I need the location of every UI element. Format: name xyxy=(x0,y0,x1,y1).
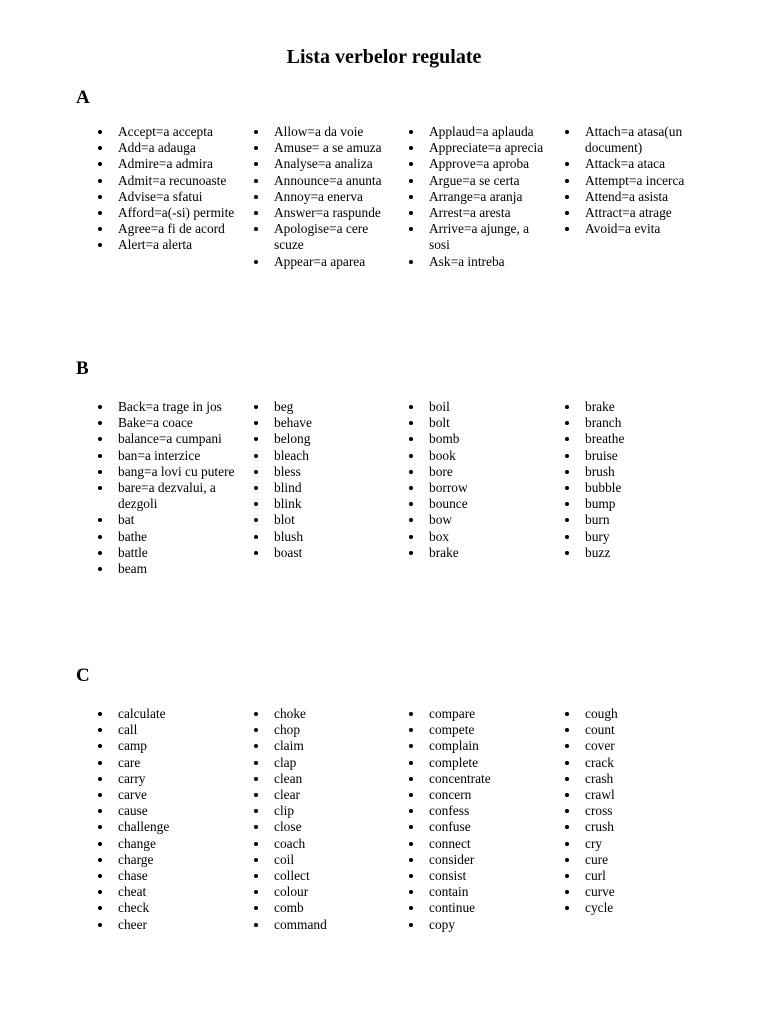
verb-list-b-col-3 xyxy=(408,399,547,561)
list-item: call xyxy=(118,722,236,738)
list-item: Avoid=a evita xyxy=(585,221,709,237)
list-item: Apologise=a cere scuze xyxy=(274,221,392,253)
list-item: blot xyxy=(274,512,392,528)
list-item: command xyxy=(274,917,392,933)
list-item: connect xyxy=(429,836,547,852)
list-item: carry xyxy=(118,771,236,787)
list-item: charge xyxy=(118,852,236,868)
verb-list-a-col-2 xyxy=(253,124,392,270)
list-item: branch xyxy=(585,415,709,431)
list-item: bore xyxy=(429,464,547,480)
list-item: cheer xyxy=(118,917,236,933)
list-item: breathe xyxy=(585,431,709,447)
list-item: coach xyxy=(274,836,392,852)
list-item: balance=a cumpani xyxy=(118,431,236,447)
list-item: coil xyxy=(274,852,392,868)
list-item: bare=a dezvalui, a dezgoli xyxy=(118,480,236,512)
list-item: camp xyxy=(118,738,236,754)
list-item: Allow=a da voie xyxy=(274,124,392,140)
verb-list-b-col-2 xyxy=(253,399,392,561)
list-item: choke xyxy=(274,706,392,722)
list-item: bleach xyxy=(274,448,392,464)
list-item: bruise xyxy=(585,448,709,464)
list-item: bat xyxy=(118,512,236,528)
list-item: Advise=a sfatui xyxy=(118,189,236,205)
section-letter-c: C xyxy=(76,665,90,686)
section-letter-a: A xyxy=(76,87,90,108)
list-item: cry xyxy=(585,836,709,852)
list-item: blink xyxy=(274,496,392,512)
list-item: challenge xyxy=(118,819,236,835)
list-item: complain xyxy=(429,738,547,754)
list-item: Approve=a aproba xyxy=(429,156,547,172)
list-item: close xyxy=(274,819,392,835)
list-item: Answer=a raspunde xyxy=(274,205,392,221)
list-item: battle xyxy=(118,545,236,561)
list-item: cover xyxy=(585,738,709,754)
list-item: bathe xyxy=(118,529,236,545)
list-item: confess xyxy=(429,803,547,819)
list-item: continue xyxy=(429,900,547,916)
list-item: concern xyxy=(429,787,547,803)
list-item: bury xyxy=(585,529,709,545)
list-item: consist xyxy=(429,868,547,884)
list-item: Alert=a alerta xyxy=(118,237,236,253)
list-item: colour xyxy=(274,884,392,900)
list-item: clap xyxy=(274,755,392,771)
list-item: change xyxy=(118,836,236,852)
list-item: Applaud=a aplauda xyxy=(429,124,547,140)
list-item: complete xyxy=(429,755,547,771)
list-item: buzz xyxy=(585,545,709,561)
list-item: Attend=a asista xyxy=(585,189,709,205)
list-item: Attack=a ataca xyxy=(585,156,709,172)
list-item: curl xyxy=(585,868,709,884)
list-item: calculate xyxy=(118,706,236,722)
list-item: contain xyxy=(429,884,547,900)
list-item: borrow xyxy=(429,480,547,496)
list-item: confuse xyxy=(429,819,547,835)
list-item: behave xyxy=(274,415,392,431)
list-item: Arrange=a aranja xyxy=(429,189,547,205)
list-item: ban=a interzice xyxy=(118,448,236,464)
list-item: bolt xyxy=(429,415,547,431)
list-item: Arrive=a ajunge, a sosi xyxy=(429,221,547,253)
list-item: comb xyxy=(274,900,392,916)
list-item: cause xyxy=(118,803,236,819)
verb-list-b-col-4 xyxy=(564,399,709,561)
list-item: beam xyxy=(118,561,236,577)
list-item: crack xyxy=(585,755,709,771)
list-item: chop xyxy=(274,722,392,738)
list-item: crash xyxy=(585,771,709,787)
verb-list-a-col-1 xyxy=(97,124,236,254)
list-item: Bake=a coace xyxy=(118,415,236,431)
list-item: blind xyxy=(274,480,392,496)
list-item: crush xyxy=(585,819,709,835)
list-item: Add=a adauga xyxy=(118,140,236,156)
list-item: Annoy=a enerva xyxy=(274,189,392,205)
list-item: Afford=a(-si) permite xyxy=(118,205,235,221)
list-item: brake xyxy=(585,399,709,415)
verb-list-c-col-4 xyxy=(564,706,709,917)
list-item: concentrate xyxy=(429,771,547,787)
list-item: bomb xyxy=(429,431,547,447)
list-item: box xyxy=(429,529,547,545)
page-title: Lista verbelor regulate xyxy=(286,46,482,68)
verb-list-a-col-3 xyxy=(408,124,547,270)
list-item: care xyxy=(118,755,236,771)
list-item: burn xyxy=(585,512,709,528)
list-item: collect xyxy=(274,868,392,884)
list-item: compare xyxy=(429,706,547,722)
list-item: Ask=a intreba xyxy=(429,254,547,270)
verb-list-a-col-4 xyxy=(564,124,709,237)
list-item: clean xyxy=(274,771,392,787)
list-item: Admit=a recunoaste xyxy=(118,173,236,189)
list-item: bump xyxy=(585,496,709,512)
list-item: Attract=a atrage xyxy=(585,205,709,221)
list-item: Accept=a accepta xyxy=(118,124,236,140)
list-item: cure xyxy=(585,852,709,868)
verb-list-b-col-1 xyxy=(97,399,236,577)
list-item: crawl xyxy=(585,787,709,803)
list-item: boil xyxy=(429,399,547,415)
list-item: bless xyxy=(274,464,392,480)
list-item: bang=a lovi cu putere xyxy=(118,463,235,479)
list-item: chase xyxy=(118,868,236,884)
list-item: copy xyxy=(429,917,547,933)
list-item: check xyxy=(118,900,236,916)
list-item: compete xyxy=(429,722,547,738)
list-item: boast xyxy=(274,545,392,561)
verb-list-c-col-2 xyxy=(253,706,392,933)
list-item: book xyxy=(429,448,547,464)
list-item: claim xyxy=(274,738,392,754)
list-item: cycle xyxy=(585,900,709,916)
list-item: bounce xyxy=(429,496,547,512)
verb-list-c-col-3 xyxy=(408,706,547,933)
list-item: clip xyxy=(274,803,392,819)
list-item: brush xyxy=(585,464,709,480)
list-item: bow xyxy=(429,512,547,528)
list-item: brake xyxy=(429,545,547,561)
list-item: cheat xyxy=(118,884,236,900)
list-item: consider xyxy=(429,852,547,868)
list-item: Attach=a atasa(un document) xyxy=(585,124,709,156)
list-item: blush xyxy=(274,529,392,545)
verb-list-c-col-1 xyxy=(97,706,236,933)
list-item: Analyse=a analiza xyxy=(274,156,392,172)
list-item: carve xyxy=(118,787,236,803)
list-item: Attempt=a incerca xyxy=(585,173,709,189)
list-item: Appear=a aparea xyxy=(274,254,392,270)
list-item: Announce=a anunta xyxy=(274,173,392,189)
list-item: Arrest=a aresta xyxy=(429,205,547,221)
list-item: curve xyxy=(585,884,709,900)
list-item: cross xyxy=(585,803,709,819)
list-item: clear xyxy=(274,787,392,803)
list-item: cough xyxy=(585,706,709,722)
list-item: Amuse= a se amuza xyxy=(274,140,392,156)
list-item: Admire=a admira xyxy=(118,156,236,172)
list-item: count xyxy=(585,722,709,738)
list-item: beg xyxy=(274,399,392,415)
section-letter-b: B xyxy=(76,358,89,379)
list-item: belong xyxy=(274,431,392,447)
list-item: Agree=a fi de acord xyxy=(118,221,236,237)
list-item: Argue=a se certa xyxy=(429,173,547,189)
list-item: bubble xyxy=(585,480,709,496)
list-item: Back=a trage in jos xyxy=(118,399,236,415)
list-item: Appreciate=a aprecia xyxy=(429,140,547,156)
